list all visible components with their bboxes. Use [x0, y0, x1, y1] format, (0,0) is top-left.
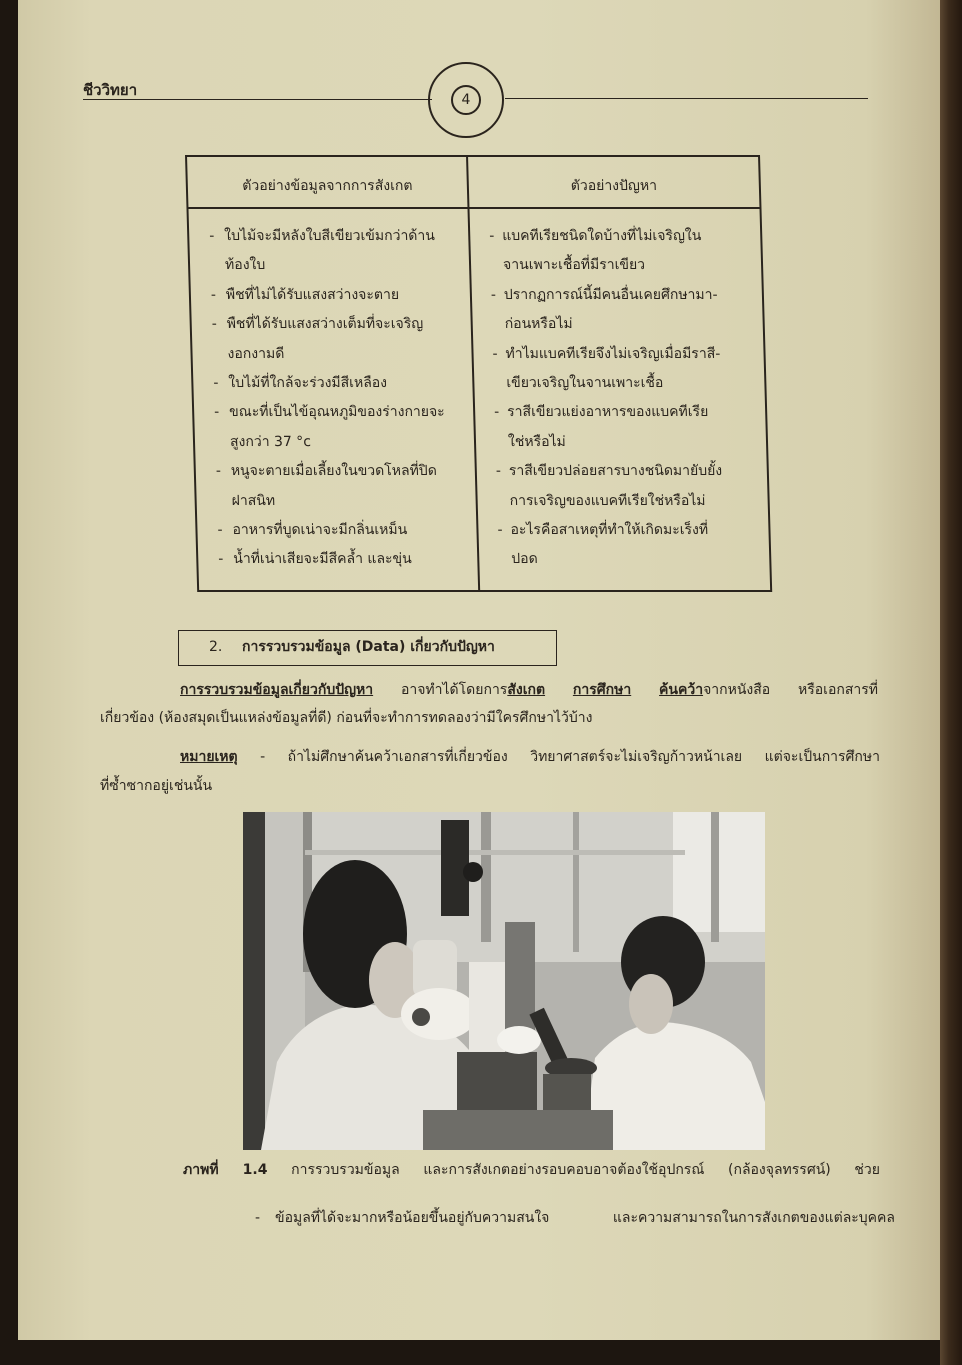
item-dash: -	[217, 522, 223, 539]
item-dash: -	[209, 228, 215, 244]
item-line: อาหารที่บูดเน่าจะมีกลิ่นเหม็น	[232, 522, 408, 539]
item-line: ใบไม้ที่ใกล้จะร่วงมีสีเหลือง	[228, 375, 388, 392]
observation-item	[215, 457, 476, 516]
item-line: น้ำที่เน่าเสียจะมีสีคล้ำ และขุ่น	[233, 551, 412, 568]
item-dash: -	[213, 375, 219, 392]
item-line: ราสีเขียวแย่งอาหารของแบคทีเรีย	[506, 404, 709, 421]
item-dash: -	[218, 551, 224, 568]
item-line: สูงกว่า 37 °c	[229, 433, 312, 450]
bullet-dash: -	[255, 1210, 261, 1226]
item-line: ปอด	[511, 551, 538, 568]
caption-label: ภาพที่ 1.4	[183, 1162, 268, 1178]
method-study: การศึกษา	[572, 682, 632, 698]
examples-table	[185, 155, 772, 592]
item-line: งอกงามดี	[227, 345, 285, 362]
item-line: พืชที่ไม่ได้รับแสงสว่างจะตาย	[225, 286, 400, 303]
problem-item	[489, 222, 762, 281]
figure-caption	[183, 1157, 880, 1183]
item-dash: -	[489, 228, 495, 244]
scan-edge-right	[940, 0, 962, 1365]
observation-item	[217, 516, 477, 545]
method-research: ค้นคว้า	[659, 682, 704, 698]
item-line: ใช่หรือไม่	[507, 433, 567, 450]
paragraph-text: อาจทำได้โดยการ	[400, 682, 508, 698]
header-rule-left	[83, 99, 432, 100]
problem-item	[495, 457, 768, 516]
observation-item	[211, 310, 472, 369]
item-dash: -	[495, 463, 502, 480]
section-title: การรวบรวมข้อมูล (Data) เกี่ยวกับปัญหา	[242, 639, 495, 655]
item-line: จานเพาะเชื้อที่มีราเขียว	[502, 257, 646, 274]
observation-item	[211, 281, 471, 310]
note-line-2: ที่ซ้ำซากอยู่เช่นนั้น	[100, 778, 213, 794]
item-line: ปรากฏการณ์นี้มีคนอื่นเคยศึกษามา-	[503, 286, 718, 303]
item-line: ราสีเขียวปล่อยสารบางชนิดมายับยั้ง	[508, 463, 723, 480]
item-line: ทำไมแบคทีเรียจึงไม่เจริญเมื่อมีราสี-	[505, 345, 721, 362]
page-number: 4	[451, 85, 481, 115]
problem-item	[494, 398, 767, 457]
item-line: การเจริญของแบคทีเรียใช่หรือไม่	[509, 492, 706, 509]
observation-item	[214, 398, 475, 457]
observation-item	[213, 369, 473, 398]
problem-item	[492, 340, 765, 399]
item-line: อะไรคือสาเหตุที่ทำให้เกิดมะเร็งที่	[510, 522, 709, 539]
observation-item	[209, 222, 470, 281]
paragraph-lead: การรวบรวมข้อมูลเกี่ยวกับปัญหา	[180, 682, 374, 698]
note-line-1	[180, 744, 880, 770]
paragraph-line-2: เกี่ยวข้อง (ห้องสมุดเป็นแหล่งข้อมูลที่ดี) ก่อนที่จะทำการทดลองว่ามีใครศึกษาไว้บ้าง	[100, 710, 593, 726]
subject-title: ชีววิทยา	[83, 81, 138, 99]
item-dash: -	[213, 404, 220, 421]
problems-column	[470, 209, 770, 575]
lab-bench	[423, 1110, 613, 1150]
header-problems: ตัวอย่างปัญหา	[570, 178, 658, 194]
item-line: แบคทีเรียชนิดใดบ้างที่ไม่เจริญใน	[502, 228, 702, 244]
method-observe: สังเกต	[507, 682, 546, 698]
item-line: ก่อนหรือไม่	[504, 316, 573, 333]
item-line: ใบไม้จะมีหลังใบสีเขียวเข้มกว่าด้าน	[224, 228, 436, 244]
item-dash: -	[497, 522, 503, 539]
item-dash: -	[493, 404, 500, 421]
bullet-text: ข้อมูลที่ได้จะมากหรือน้อยขึ้นอยู่กับความสนใจ และความสามารถในการสังเกตของแต่ละบุคคล	[275, 1210, 895, 1226]
item-dash: -	[215, 463, 222, 480]
header-rule-right	[505, 98, 868, 99]
observations-column	[189, 209, 478, 575]
paragraph-line-1	[180, 677, 878, 703]
item-line: ฝาสนิท	[231, 492, 276, 509]
item-line: หนูจะตายเมื่อเลี้ยงในขวดโหลที่ปิด	[230, 463, 438, 480]
item-line: พืชที่ได้รับแสงสว่างเต็มที่จะเจริญ	[226, 316, 424, 333]
note-label: หมายเหตุ	[180, 749, 238, 765]
note-text: - ถ้าไม่ศึกษาค้นคว้าเอกสารที่เกี่ยวข้อง วิทยาศาสตร์จะไม่เจริญก้าวหน้าเลย แต่จะเป็นการศึกษา	[260, 749, 881, 765]
figure-photo	[243, 812, 765, 1150]
item-line: ขณะที่เป็นไข้อุณหภูมิของร่างกายจะ	[228, 404, 445, 421]
section-heading-box	[178, 630, 557, 666]
item-line: ท้องใบ	[224, 257, 266, 274]
header-observations: ตัวอย่างข้อมูลจากการสังเกต	[242, 178, 413, 194]
observation-item	[218, 545, 478, 574]
section-number: 2.	[209, 639, 223, 655]
caption-text: การรวบรวมข้อมูล และการสังเกตอย่างรอบคอบอาจต้องใช้อุปกรณ์ (กล้องจุลทรรศน์) ช่วย	[291, 1162, 880, 1178]
problem-item	[497, 516, 770, 575]
item-dash: -	[492, 345, 498, 362]
item-dash: -	[490, 286, 497, 303]
item-dash: -	[210, 286, 217, 303]
item-dash: -	[211, 316, 218, 333]
problem-item	[491, 281, 764, 340]
paragraph-text: จากหนังสือ หรือเอกสารที่	[703, 682, 878, 698]
document-page	[18, 0, 940, 1340]
item-line: เขียวเจริญในจานเพาะเชื้อ	[506, 375, 664, 392]
